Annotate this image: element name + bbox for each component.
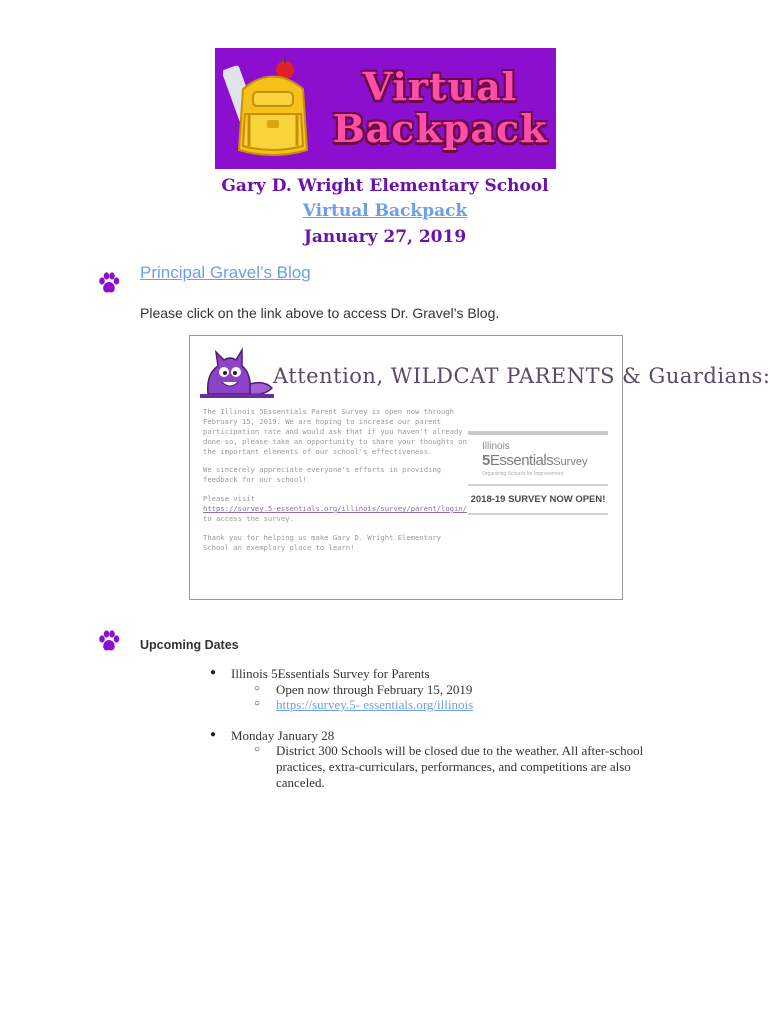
- survey-link[interactable]: https://survey.5- essentials.org/illinois: [276, 697, 474, 712]
- flyer-please-visit: Please visit: [203, 494, 255, 503]
- sub-bullet-icon: ○: [254, 744, 261, 755]
- event-detail: Open now through February 15, 2019: [276, 682, 473, 697]
- logo-tagline: Organizing Schools for Improvement: [482, 471, 564, 477]
- survey-flyer: [189, 335, 770, 600]
- logo-five-essentials: [482, 452, 587, 469]
- sub-bullet-icon: ○: [254, 683, 261, 694]
- bullet-icon: ●: [209, 729, 217, 740]
- event-detail: District 300 Schools will be closed due to the weather. All after-school practices, extra-curriculars, performances, and competitions are also canceled.: [276, 743, 644, 790]
- event-label: Illinois 5Essentials Survey for Parents: [231, 666, 430, 681]
- flyer-survey-link[interactable]: https://survey.5-essentials.org/illinois/survey/parent/login/: [203, 504, 467, 513]
- blog-description: Please click on the link above to access Dr. Gravel’s Blog.: [140, 305, 500, 321]
- paw-icon: [97, 271, 121, 295]
- five-essentials-survey-logo: [468, 431, 608, 516]
- school-name: Gary D. Wright Elementary School: [221, 176, 549, 196]
- newsletter-date: January 27, 2019: [303, 227, 467, 247]
- survey-open-banner: 2018-19 SURVEY NOW OPEN!: [468, 484, 608, 515]
- paw-icon: [97, 629, 121, 653]
- virtual-backpack-link[interactable]: Virtual Backpack: [302, 201, 468, 221]
- flyer-visit-block: [203, 494, 468, 524]
- wildcat-mascot: [198, 344, 276, 402]
- logo-essentials: Essentials: [489, 452, 554, 469]
- logo-survey: Survey: [553, 456, 588, 468]
- flyer-paragraph-1: The Illinois 5Essentials Parent Survey is open now through February 15, 2019. We are hoping to increase our parent participation rate and would ask that if you haven't already done so, please take an opportunity to share your thoughts on the important elements of our school's effectiveness.: [203, 407, 467, 456]
- bullet-icon: ●: [209, 667, 217, 678]
- logo-five: 5: [482, 452, 490, 469]
- logo-divider: [468, 431, 608, 435]
- banner-word-1: Virtual: [362, 64, 518, 109]
- flyer-heading: Attention, WILDCAT PARENTS & Guardians:: [273, 364, 770, 388]
- banner-word-2: Backpack: [332, 106, 548, 151]
- logo-illinois: Illinois: [482, 441, 510, 452]
- flyer-thanks: Thank you for helping us make Gary D. Wright Elementary School an exemplary place to learn!: [203, 533, 441, 552]
- virtual-backpack-banner: [215, 48, 556, 169]
- flyer-paragraph-2: We sincerely appreciate everyone's efforts in providing feedback for our school!: [203, 465, 441, 484]
- backpack-illustration: [223, 54, 323, 166]
- newsletter-title-line: [0, 201, 770, 221]
- principal-blog-link[interactable]: Principal Gravel’s Blog: [140, 263, 311, 282]
- sub-bullet-icon: ○: [254, 698, 261, 709]
- flyer-access-text: to access the survey.: [203, 514, 294, 523]
- upcoming-dates-heading: Upcoming Dates: [140, 638, 239, 652]
- event-label: Monday January 28: [231, 728, 335, 743]
